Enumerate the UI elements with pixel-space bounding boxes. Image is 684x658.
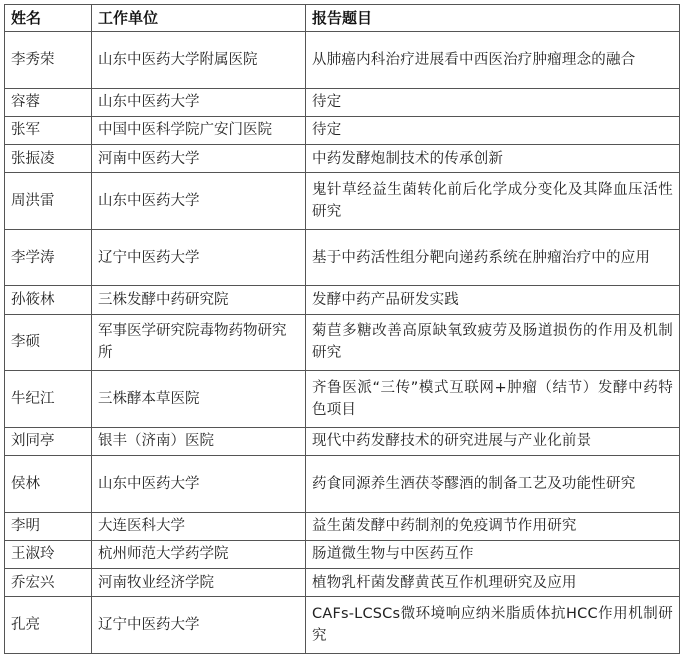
cell-topic: 待定: [306, 88, 680, 116]
cell-topic: 菊苣多糖改善高原缺氧致疲劳及肠道损伤的作用及机制研究: [306, 314, 680, 371]
cell-name: 乔宏兴: [5, 569, 92, 597]
cell-unit: 三株酵本草医院: [92, 371, 306, 428]
table-row: [5, 427, 680, 455]
cell-unit: 三株发酵中药研究院: [92, 286, 306, 314]
table-row: [5, 371, 680, 428]
cell-unit: 杭州师范大学药学院: [92, 540, 306, 568]
cell-unit: 大连医科大学: [92, 512, 306, 540]
header-unit: 工作单位: [92, 5, 306, 32]
cell-unit: 辽宁中医药大学: [92, 597, 306, 654]
table-row: [5, 512, 680, 540]
cell-topic: 发酵中药产品研发实践: [306, 286, 680, 314]
cell-topic: 从肺癌内科治疗进展看中西医治疗肿瘤理念的融合: [306, 32, 680, 89]
cell-name: 孙筱林: [5, 286, 92, 314]
cell-topic: 肠道微生物与中医药互作: [306, 540, 680, 568]
speaker-table: [4, 4, 680, 654]
table-row: [5, 173, 680, 230]
table-row: [5, 540, 680, 568]
cell-topic: 中药发酵炮制技术的传承创新: [306, 145, 680, 173]
cell-unit: 军事医学研究院毒物药物研究所: [92, 314, 306, 371]
cell-topic: 待定: [306, 116, 680, 144]
cell-name: 李明: [5, 512, 92, 540]
header-name: 姓名: [5, 5, 92, 32]
cell-name: 李学涛: [5, 229, 92, 286]
table-row: [5, 597, 680, 654]
cell-name: 牛纪江: [5, 371, 92, 428]
cell-name: 孔亮: [5, 597, 92, 654]
cell-unit: 山东中医药大学附属医院: [92, 32, 306, 89]
cell-unit: 河南中医药大学: [92, 145, 306, 173]
cell-name: 张军: [5, 116, 92, 144]
cell-topic: 益生菌发酵中药制剂的免疫调节作用研究: [306, 512, 680, 540]
header-topic: 报告题目: [306, 5, 680, 32]
cell-name: 李硕: [5, 314, 92, 371]
table-row: [5, 145, 680, 173]
table-row: [5, 569, 680, 597]
cell-name: 刘同亭: [5, 427, 92, 455]
cell-unit: 山东中医药大学: [92, 455, 306, 512]
cell-name: 李秀荣: [5, 32, 92, 89]
cell-unit: 中国中医科学院广安门医院: [92, 116, 306, 144]
table-row: [5, 455, 680, 512]
cell-name: 张振凌: [5, 145, 92, 173]
cell-unit: 辽宁中医药大学: [92, 229, 306, 286]
table-row: [5, 286, 680, 314]
cell-name: 侯林: [5, 455, 92, 512]
cell-topic: 药食同源养生酒茯苓醪酒的制备工艺及功能性研究: [306, 455, 680, 512]
cell-topic: 齐鲁医派“三传”模式互联网+肿瘤（结节）发酵中药特色项目: [306, 371, 680, 428]
cell-topic: 鬼针草经益生菌转化前后化学成分变化及其降血压活性研究: [306, 173, 680, 230]
cell-unit: 山东中医药大学: [92, 88, 306, 116]
table-row: [5, 314, 680, 371]
cell-topic: 现代中药发酵技术的研究进展与产业化前景: [306, 427, 680, 455]
cell-topic: 基于中药活性组分靶向递药系统在肿瘤治疗中的应用: [306, 229, 680, 286]
cell-name: 容蓉: [5, 88, 92, 116]
cell-name: 周洪雷: [5, 173, 92, 230]
table-row: [5, 32, 680, 89]
table-row: [5, 116, 680, 144]
cell-name: 王淑玲: [5, 540, 92, 568]
table-row: [5, 88, 680, 116]
cell-topic: CAFs-LCSCs微环境响应纳米脂质体抗HCC作用机制研究: [306, 597, 680, 654]
cell-unit: 山东中医药大学: [92, 173, 306, 230]
cell-unit: 银丰（济南）医院: [92, 427, 306, 455]
cell-topic: 植物乳杆菌发酵黄芪互作机理研究及应用: [306, 569, 680, 597]
table-row: [5, 229, 680, 286]
header-row: [5, 5, 680, 32]
cell-unit: 河南牧业经济学院: [92, 569, 306, 597]
